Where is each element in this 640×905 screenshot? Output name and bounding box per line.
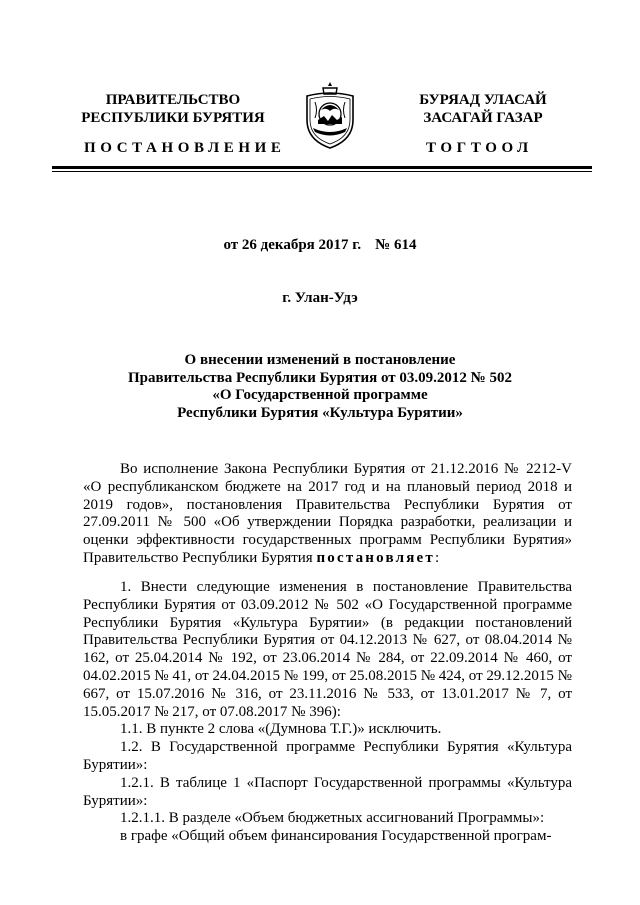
title-line-1: О внесении изменений в постановление <box>184 352 456 368</box>
item-1-1: 1.1. В пункте 2 слова «(Думнова Т.Г.)» исключить. <box>120 721 442 738</box>
issuer-buryat <box>378 91 588 127</box>
document-title <box>100 352 540 422</box>
title-line-2: Правительства Республики Бурятия от 03.09.2012 № 502 <box>127 369 512 386</box>
decree-colon: : <box>434 549 440 566</box>
item-1-2-1: 1.2.1. В таблице 1 «Паспорт Государственной программы «Культура Бурятии»: <box>83 774 572 809</box>
issuer-russian <box>68 91 278 127</box>
document-city: г. Улан-Удэ <box>282 290 358 306</box>
item-1-2: 1.2. В Государственной программе Республики Бурятия «Культура Бурятии»: <box>83 739 572 773</box>
doc-type-buryat: ТОГТООЛ <box>426 140 533 156</box>
issuer-russian-line2: РЕСПУБЛИКИ БУРЯТИЯ <box>81 110 265 126</box>
document-number: № 614 <box>375 237 417 253</box>
buryatia-coat-of-arms-icon <box>301 80 359 150</box>
date-number-line <box>0 236 640 254</box>
resolution-items <box>83 579 572 846</box>
item-1-2-1-1: 1.2.1.1. В разделе «Объем бюджетных ассигнований Программы»: <box>120 810 545 827</box>
title-line-3: «О Государственной программе <box>212 387 428 403</box>
header-divider-thick <box>52 166 592 169</box>
item-1: 1. Внести следующие изменения в постановление Правительства Республики Бурятия от 03.09.2012 № 502 «О Государственной программе Республики Бурятия «Культура Бурятии» (в редакции постановлений Правительства Республики Бурятия от 04.12.2013 № 627, от 08.04.2014 № 162, от 25.04.2014 № 192, от 23.06.2014 № 284, от 22.09.2014 № 460, от 04.02.2015 № 41, от 24.04.2015 № 199, от 25.08.2015 № 424, от 29.12.2015 № 667, от 15.07.2016 № 316, от 23.11.2016 № 533, от 13.01.2017 № 7, от 15.05.2017 № 217, от 07.08.2017 № 396): <box>83 579 572 720</box>
preamble-paragraph <box>83 461 572 568</box>
title-line-4: Республики Бурятия «Культура Бурятии» <box>177 404 463 421</box>
preamble-text: Во исполнение Закона Республики Бурятия от 21.12.2016 № 2212-V «О республиканском бюджете на 2017 год и на плановый период 2018 и 2019 годов», постановления Правительства Республики Бурятия от 27.09.2011 № 500 «Об утверждении Порядка разработки, реализации и оценки эффективности государственных программ Республики Бурятия» Правительство Республики Бурятия <box>83 461 572 566</box>
header-divider-thin <box>52 171 592 172</box>
document-date: от 26 декабря 2017 г. <box>223 237 362 253</box>
issuer-buryat-line1: БУРЯАД УЛАСАЙ <box>419 92 547 108</box>
doc-type-russian: ПОСТАНОВЛЕНИЕ <box>84 140 286 156</box>
issuer-buryat-line2: ЗАСАГАЙ ГАЗАР <box>423 110 543 126</box>
issuer-russian-line1: ПРАВИТЕЛЬСТВО <box>105 92 241 108</box>
decree-word: постановляет <box>316 549 435 566</box>
item-last-line: в графе «Общий объем финансирования Государственной програм- <box>120 828 552 845</box>
